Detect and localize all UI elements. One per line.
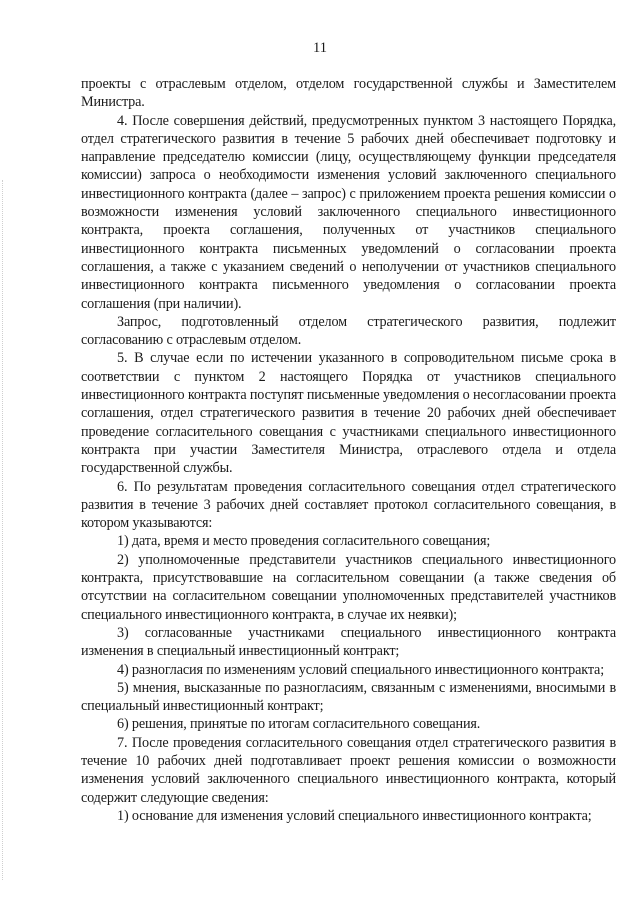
list-item-6-1: 1) дата, время и место проведения согласительного совещания; (117, 533, 491, 550)
paragraph-request-approval: Запрос, подготовленный отделом стратегического развития, подлежит согласованию с отраслевым отделом. (81, 313, 616, 349)
page-number: 11 (313, 40, 327, 56)
list-item-6-6: 6) решения, принятые по итогам согласительного совещания. (117, 716, 481, 733)
paragraph-item-4: 4. После совершения действий, предусмотренных пунктом 3 настоящего Порядка, отдел стратегического развития в течение 5 рабочих дней обеспечивает подготовку и направление председателю комиссии (лицу, осуществляющему функции председателя комиссии) запроса о необходимости изменения условий заключенного специального инвестиционного контракта (далее – запрос) с приложением проекта решения комиссии о возможности изменения условий заключенного специального инвестиционного контракта, проекта соглашения, полученных от участников специального инвестиционного контракта письменных уведомлений о согласовании проекта соглашения, а также с указанием сведений о неполучении от участников специального инвестиционного контракта письменного уведомления о согласовании проекта соглашения (при наличии). (81, 112, 616, 312)
list-item-6-4: 4) разногласия по изменениям условий специального инвестиционного контракта; (117, 661, 604, 678)
list-item-6-3: 3) согласованные участниками специального инвестиционного контракта изменения в специальный инвестиционный контракт; (81, 624, 616, 660)
scan-margin-marks (2, 180, 5, 880)
paragraph-continuation: проекты с отраслевым отделом, отделом государственной службы и Заместителем Министра. (81, 76, 616, 111)
document-body (81, 75, 616, 825)
paragraph-item-5: 5. В случае если по истечении указанного в сопроводительном письме срока в соответствии с пунктом 2 настоящего Порядка от участников специального инвестиционного контракта поступят письменные уведомления о несогласовании проекта соглашения, отдел стратегического развития в течение 20 рабочих дней обеспечивает проведение согласительного совещания с участниками специального инвестиционного контракта при участии Заместителя Министра, отраслевого отдела и отдела государственной службы. (81, 350, 616, 477)
list-item-6-5: 5) мнения, высказанные по разногласиям, связанным с изменениями, вносимыми в специальный инвестиционный контракт; (81, 679, 616, 715)
list-item-7-1: 1) основание для изменения условий специального инвестиционного контракта; (117, 807, 592, 824)
paragraph-item-6: 6. По результатам проведения согласительного совещания отдел стратегического развития в течение 3 рабочих дней составляет протокол согласительного совещания, в котором указываются: (81, 478, 616, 532)
paragraph-item-7: 7. После проведения согласительного совещания отдел стратегического развития в течение 10 рабочих дней подготавливает проект решения комиссии о возможности изменения условий заключенного специального инвестиционного контракта, который содержит следующие сведения: (81, 734, 616, 806)
list-item-6-2: 2) уполномоченные представители участников специального инвестиционного контракта, присутствовавшие на согласительном совещании (а также сведения об отсутствии на согласительном совещании уполномоченных представителей участников специального инвестиционного контракта, в случае их неявки); (81, 551, 616, 623)
